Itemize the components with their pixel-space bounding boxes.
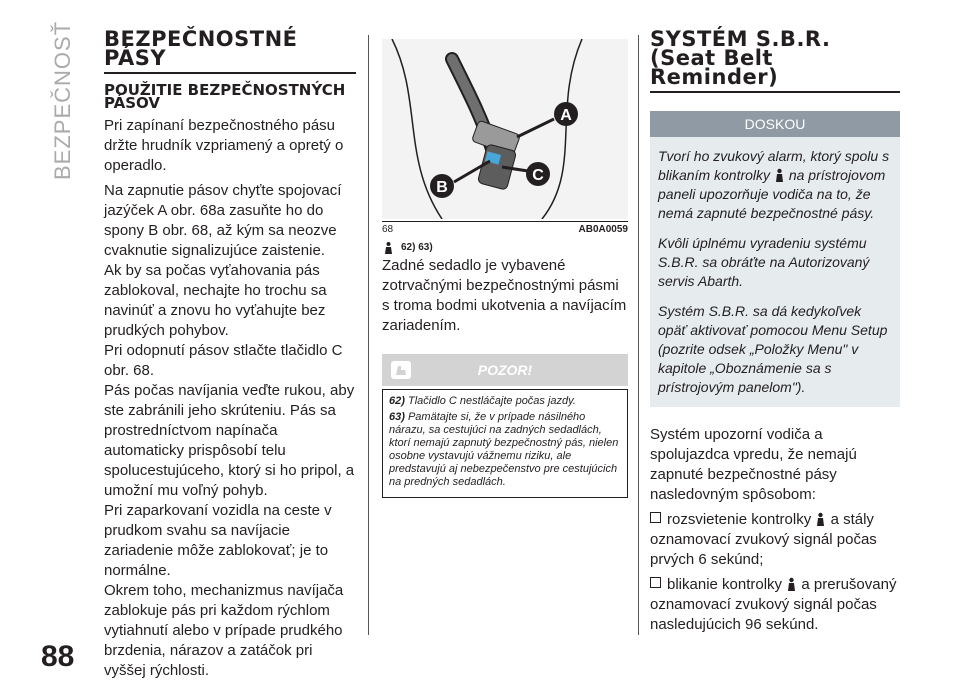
paragraph: Okrem toho, mechanizmus navíjača zablokuje pás pri každom rýchlom vytiahnutí alebo v prípade prudkého brzdenia, nárazov a zatáčok pri vyššej rýchlosti. <box>104 582 344 679</box>
list-item: rozsvietenie kontrolky a stály oznamovací zvukový signál počas prvých 6 sekúnd; <box>650 511 877 568</box>
warning-header: POZOR! <box>382 354 628 386</box>
info-paragraph: Systém S.B.R. sa dá kedykoľvek opäť aktivovať pomocou Menu Setup (pozrite odsek „Položky Menu" v kapitole „Oboznámenie sa s prístrojovým panelom"). <box>658 303 888 395</box>
info-box <box>650 137 900 407</box>
info-box-header: DOSKOU <box>650 111 900 137</box>
bullet-box-icon <box>650 512 661 523</box>
warning-item: 63) Pamätajte si, že v prípade násilného nárazu, sa cestujúci na zadných sedadlách, ktorí nemajú zapnutý bezpečnostný pás, nielen osobne vystavujú vážnemu riziku, ale predstavujú aj nebezpečenstvo pre cestujúcich na predných sedadlách. <box>389 411 619 488</box>
figure-number: 68 <box>382 224 394 235</box>
column-figure <box>382 34 628 498</box>
paragraph: Systém upozorní vodiča a spolujazdca vpredu, že nemajú zapnuté bezpečnostné pásy nasledovným spôsobom: <box>650 426 857 503</box>
seat-belt-illustration <box>382 39 628 219</box>
seatbelt-warning-icon <box>774 168 785 182</box>
svg-text:A: A <box>560 107 572 124</box>
paragraph: Ak by sa počas vyťahovania pás zablokoval, nechajte ho trochu sa navinúť a znovu ho vyťahujte bez prudkých pohybov. <box>104 262 327 339</box>
warning-item: 62) Tlačidlo C nestláčajte počas jazdy. <box>389 395 576 407</box>
column-sbr <box>650 27 900 640</box>
chapter-side-tab: BEZPEČNOSŤ <box>50 20 75 180</box>
list-item: blikanie kontrolky a prerušovaný oznamovací zvukový signál počas nasledujúcich 96 sekúnd. <box>650 576 897 633</box>
seatbelt-warning-icon <box>786 577 797 591</box>
bullet-box-icon <box>650 577 661 588</box>
paragraph: Zadné sedadlo je vybavené zotrvačnými bezpečnostnými pásmi s troma bodmi ukotvenia a navíjacím zariadením. <box>382 257 627 334</box>
svg-text:C: C <box>532 167 544 184</box>
warning-references: 62) 63) <box>382 241 628 254</box>
info-paragraph: Tvorí ho zvukový alarm, ktorý spolu s blikaním kontrolky na prístrojovom paneli upozorňuje vodiča na to, že nemá zapnuté bezpečnostné pásy. <box>658 148 890 221</box>
callout-a <box>554 102 578 126</box>
seatbelt-warning-icon <box>815 512 826 526</box>
figure-caption <box>382 221 628 235</box>
figure-code: AB0A0059 <box>578 224 628 235</box>
info-paragraph: Kvôli úplnému vyradeniu systému S.B.R. sa obráťte na Autorizovaný servis Abarth. <box>658 235 870 289</box>
seat-belt-figure <box>382 39 628 219</box>
paragraph: Pri odopnutí pásov stlačte tlačidlo C obr. 68. <box>104 342 343 379</box>
paragraph: Pás počas navíjania veďte rukou, aby ste zabránili jeho skrúteniu. Pás sa prostredníctvom napínača automaticky prispôsobí telu spolucestujúceho, ktorý si ho pripol, a umožní mu voľný pohyb. <box>104 382 355 499</box>
paragraph: Pri zapínaní bezpečnostného pásu držte hrudník vzpriamený a opretý o operadlo. <box>104 117 344 174</box>
warning-box <box>382 389 628 498</box>
section-title: BEZPEČNOSTNÉ PÁSY <box>104 30 356 74</box>
column-divider <box>368 35 369 635</box>
column-divider <box>638 35 639 635</box>
section-title: SYSTÉM S.B.R. (Seat Belt Reminder) <box>650 30 900 93</box>
callout-c <box>526 162 550 186</box>
section-subtitle: POUŽITIE BEZPEČNOSTNÝCH PÁSOV <box>104 81 346 112</box>
paragraph: Pri zaparkovaní vozidla na ceste v prudkom svahu sa navíjacie zariadenie môže zablokovať; je to normálne. <box>104 502 332 579</box>
svg-text:B: B <box>436 179 448 196</box>
seatbelt-warning-icon <box>382 241 395 254</box>
column-seat-belts <box>104 27 356 686</box>
page-number: 88 <box>41 640 75 673</box>
warning-hand-icon <box>390 360 412 383</box>
paragraph: Na zapnutie pásov chyťte spojovací jazýček A obr. 68a zasuňte ho do spony B obr. 68, až kým sa neozve cvaknutie signalizujúce zaistenie. <box>104 182 342 259</box>
callout-b <box>430 174 454 198</box>
